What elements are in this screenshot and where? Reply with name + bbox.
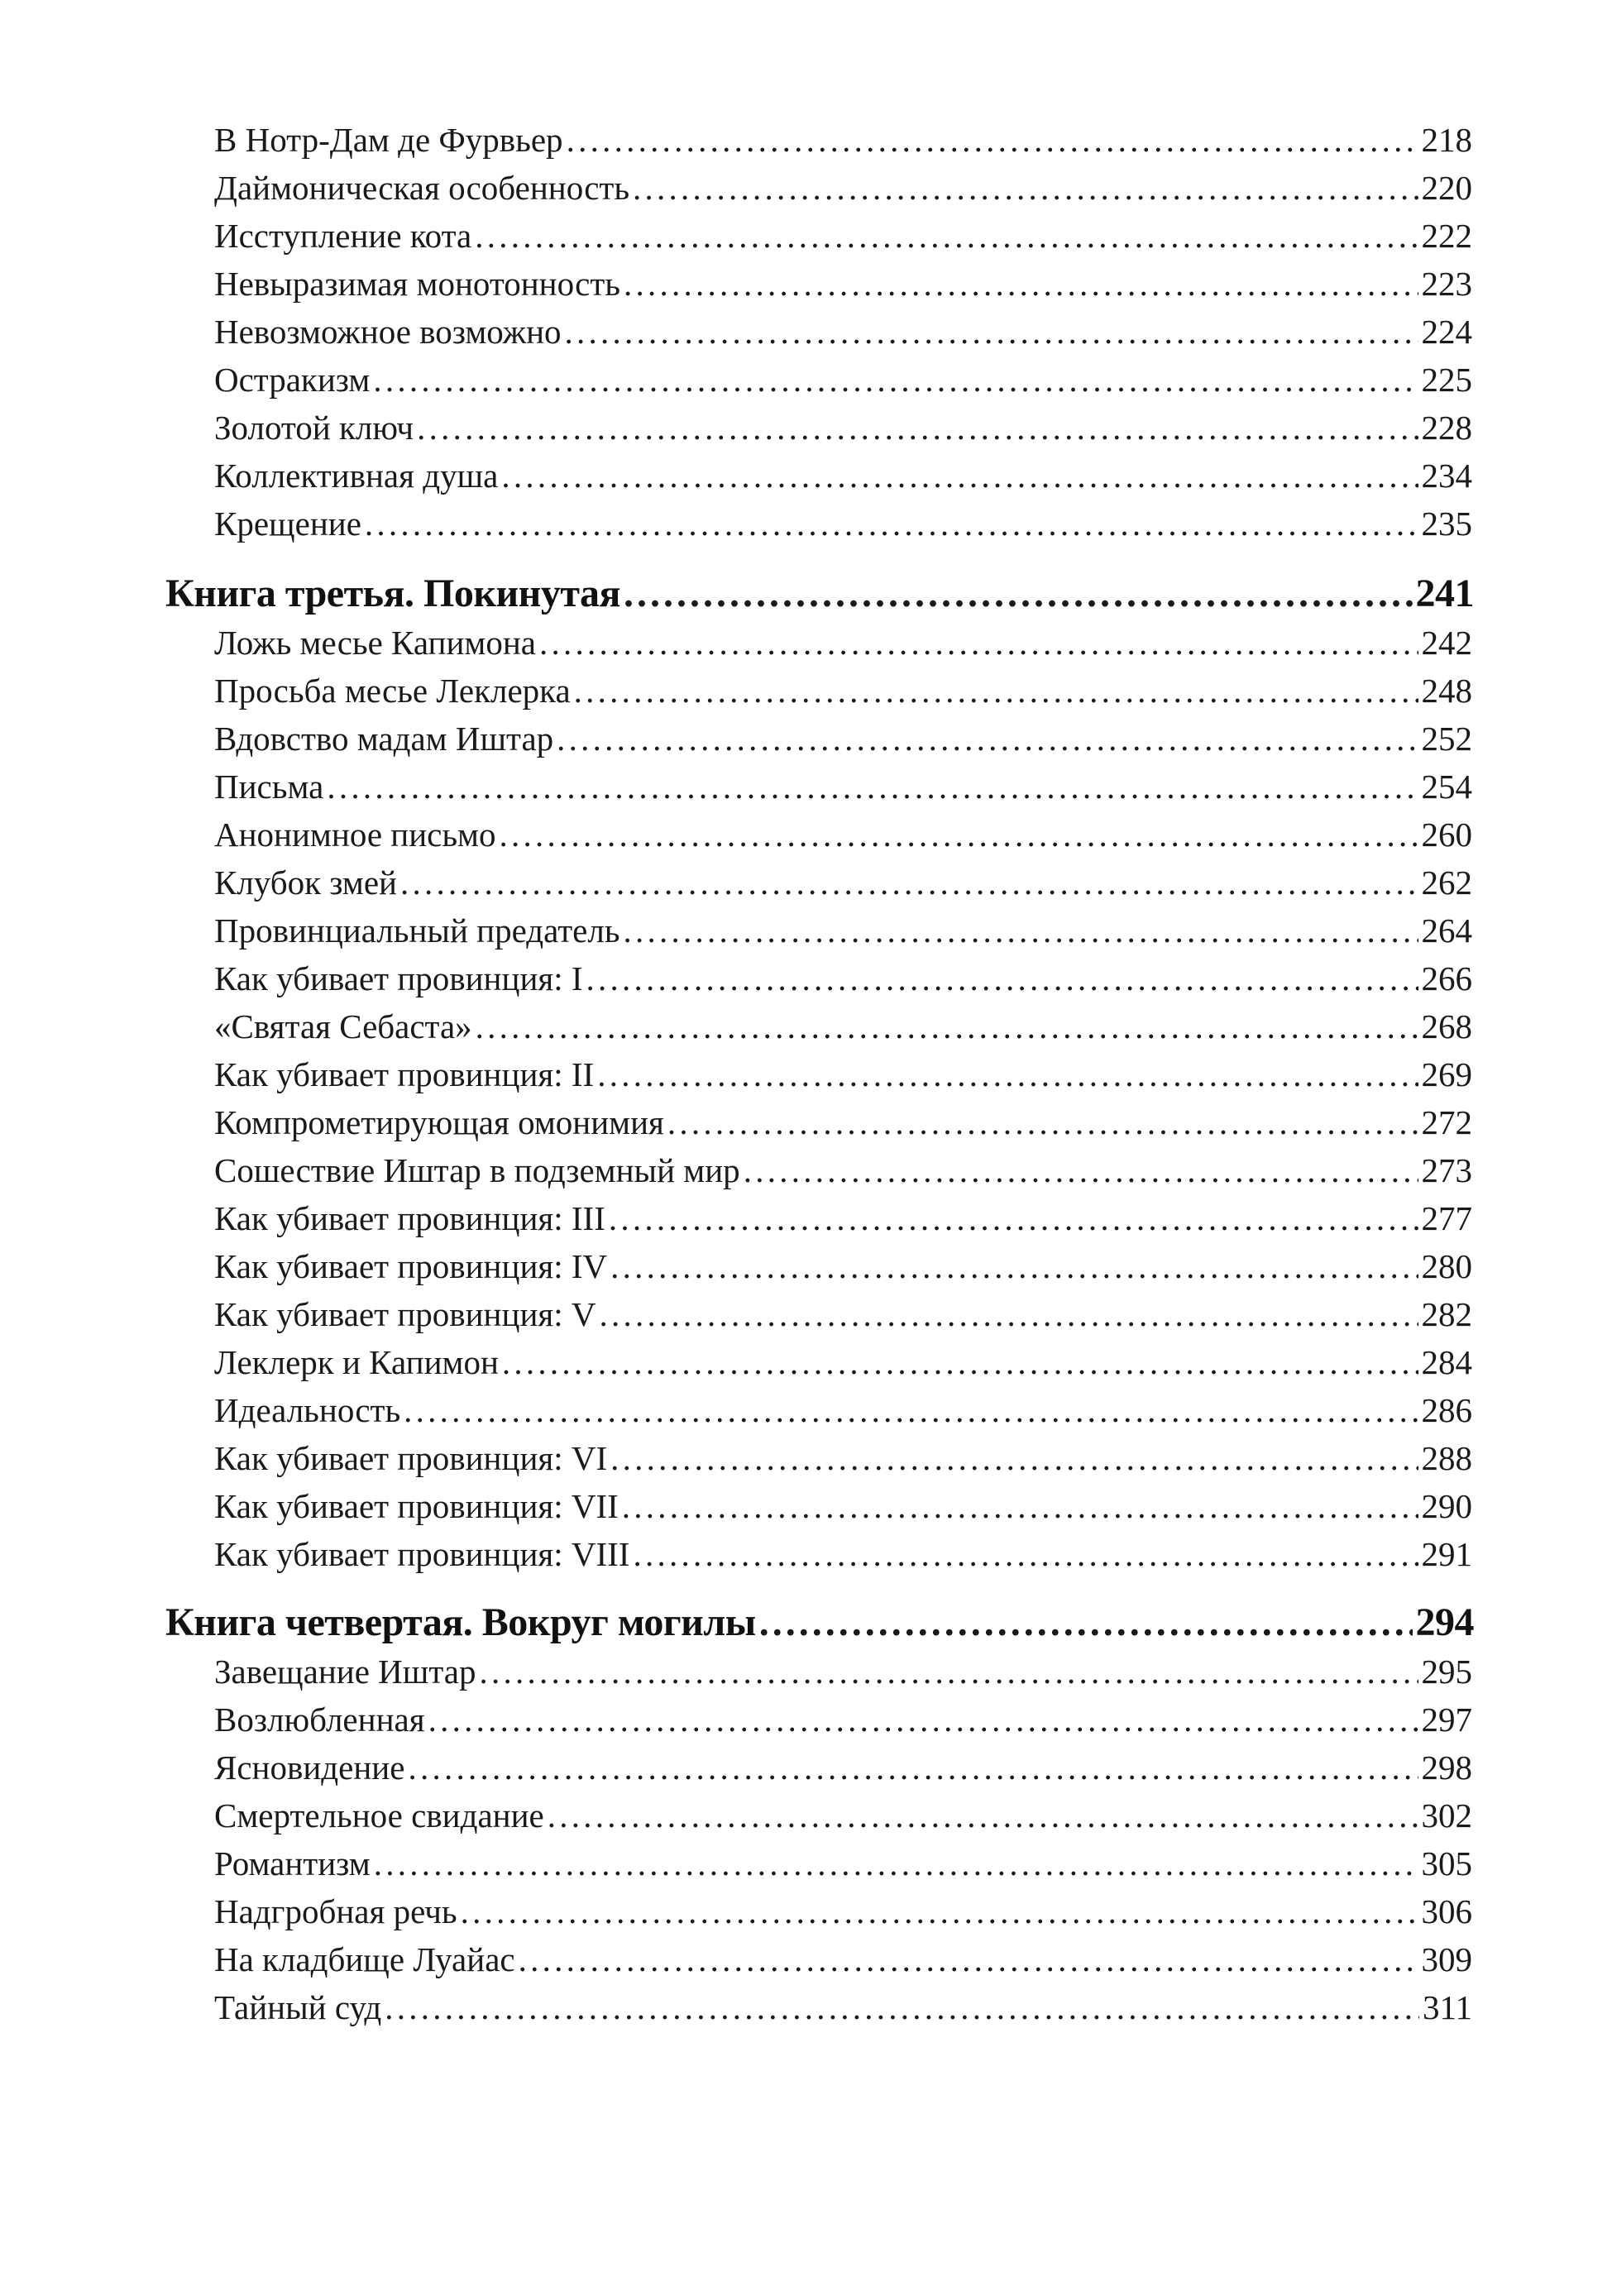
toc-entry[interactable] bbox=[214, 1146, 1472, 1196]
toc-entry[interactable] bbox=[214, 1887, 1472, 1937]
dot-leader bbox=[500, 811, 1418, 859]
toc-entry-title: Как убивает провинция: VI bbox=[214, 1439, 608, 1477]
toc-entry-page: 266 bbox=[1421, 959, 1472, 997]
toc-entry-page: 222 bbox=[1421, 217, 1472, 255]
dot-leader bbox=[461, 1887, 1418, 1935]
toc-entry[interactable] bbox=[214, 1696, 1472, 1745]
toc-entry-title: Как убивает провинция: IV bbox=[214, 1247, 608, 1285]
toc-entry-page: 225 bbox=[1421, 361, 1472, 399]
toc-entry-page: 297 bbox=[1421, 1700, 1472, 1739]
toc-entry-page: 277 bbox=[1421, 1199, 1472, 1237]
toc-entry-page: 234 bbox=[1421, 457, 1472, 495]
toc-entry-page: 295 bbox=[1421, 1653, 1472, 1691]
toc-entry[interactable] bbox=[214, 906, 1472, 956]
dot-leader bbox=[501, 452, 1418, 500]
dot-leader bbox=[417, 404, 1418, 452]
dot-leader bbox=[385, 1983, 1419, 2031]
dot-leader bbox=[633, 164, 1418, 212]
toc-entry-title: Как убивает провинция: I bbox=[214, 959, 583, 997]
toc-entry-title: Невозможное возможно bbox=[214, 313, 562, 351]
toc-entry[interactable] bbox=[214, 452, 1472, 501]
dot-leader bbox=[400, 859, 1418, 906]
dot-leader bbox=[633, 1530, 1418, 1578]
dot-leader bbox=[476, 1002, 1418, 1050]
toc-entry-title: Тайный суд bbox=[214, 1988, 382, 2026]
toc-entry[interactable] bbox=[214, 1935, 1472, 1985]
toc-entry-title: Крещение bbox=[214, 505, 361, 543]
dot-leader bbox=[365, 500, 1418, 548]
book-heading-page: 241 bbox=[1415, 572, 1474, 615]
toc-entry[interactable] bbox=[214, 1290, 1472, 1340]
toc-entry-title: Романтизм bbox=[214, 1844, 371, 1882]
dot-leader bbox=[586, 954, 1418, 1002]
toc-entry[interactable] bbox=[214, 667, 1472, 716]
book-heading-page: 294 bbox=[1415, 1600, 1474, 1644]
toc-entry-title: В Нотр-Дам де Фурвьер bbox=[214, 121, 563, 159]
toc-entry-title: Смертельное свидание bbox=[214, 1796, 544, 1834]
toc-entry-title: Исступление кота bbox=[214, 217, 472, 255]
toc-entry[interactable] bbox=[214, 1338, 1472, 1388]
toc-entry[interactable] bbox=[214, 1530, 1472, 1580]
dot-leader bbox=[597, 1050, 1418, 1098]
toc-entry-page: 228 bbox=[1421, 409, 1472, 447]
toc-entry[interactable] bbox=[214, 1386, 1472, 1436]
toc-entry-page: 273 bbox=[1421, 1151, 1472, 1189]
toc-entry-page: 254 bbox=[1421, 768, 1472, 806]
toc-entry[interactable] bbox=[214, 500, 1472, 549]
dot-leader bbox=[600, 1290, 1418, 1338]
toc-entry[interactable] bbox=[214, 404, 1472, 453]
dot-leader bbox=[479, 1648, 1418, 1696]
dot-leader bbox=[610, 1434, 1418, 1482]
toc-entry-page: 290 bbox=[1421, 1487, 1472, 1525]
toc-entry[interactable] bbox=[214, 260, 1472, 309]
toc-entry[interactable] bbox=[214, 1242, 1472, 1292]
dot-leader bbox=[539, 619, 1418, 667]
toc-entry-page: 272 bbox=[1421, 1103, 1472, 1141]
toc-entry-title: Ясновидение bbox=[214, 1748, 405, 1787]
book-heading-title: Книга третья. Покинутая bbox=[165, 572, 620, 615]
toc-entry-page: 224 bbox=[1421, 313, 1472, 351]
toc-entry-title: Анонимное письмо bbox=[214, 816, 496, 854]
dot-leader bbox=[667, 1098, 1418, 1146]
toc-entry-title: Золотой ключ bbox=[214, 409, 414, 447]
toc-entry-page: 309 bbox=[1421, 1940, 1472, 1978]
toc-entry[interactable] bbox=[214, 1648, 1472, 1697]
toc-entry-title: Как убивает провинция: VII bbox=[214, 1487, 619, 1525]
toc-entry-title: Леклерк и Капимон bbox=[214, 1343, 499, 1381]
toc-entry-page: 248 bbox=[1421, 672, 1472, 710]
toc-entry-page: 284 bbox=[1421, 1343, 1472, 1381]
toc-entry-page: 262 bbox=[1421, 863, 1472, 902]
toc-entry-title: Сошествие Иштар в подземный мир bbox=[214, 1151, 740, 1189]
toc-entry[interactable] bbox=[214, 308, 1472, 357]
toc-entry-title: Как убивает провинция: III bbox=[214, 1199, 605, 1237]
dot-leader bbox=[610, 1242, 1418, 1290]
dot-leader bbox=[519, 1935, 1418, 1983]
book-heading-3[interactable] bbox=[165, 569, 1474, 619]
dot-leader bbox=[759, 1598, 1413, 1648]
toc-entry-page: 242 bbox=[1421, 624, 1472, 662]
toc-entry-title: Надгробная речь bbox=[214, 1892, 457, 1930]
toc-entry-page: 306 bbox=[1421, 1892, 1472, 1930]
dot-leader bbox=[744, 1146, 1418, 1194]
toc-entry-title: Завещание Иштар bbox=[214, 1653, 476, 1691]
book-heading-title: Книга четвертая. Вокруг могилы bbox=[165, 1600, 756, 1644]
toc-entry-page: 268 bbox=[1421, 1007, 1472, 1045]
toc-entry[interactable] bbox=[214, 811, 1472, 860]
toc-entry[interactable] bbox=[214, 1194, 1472, 1244]
toc-entry-title: Провинциальный предатель bbox=[214, 911, 620, 949]
toc-entry[interactable] bbox=[214, 1983, 1472, 2033]
toc-entry-title: Письма bbox=[214, 768, 324, 806]
dot-leader bbox=[475, 212, 1418, 260]
dot-leader bbox=[428, 1696, 1418, 1744]
dot-leader bbox=[327, 763, 1418, 811]
toc-entry-page: 302 bbox=[1421, 1796, 1472, 1834]
toc-entry-title: Идеальность bbox=[214, 1391, 401, 1429]
toc-entry-page: 282 bbox=[1421, 1295, 1472, 1333]
toc-entry[interactable] bbox=[214, 1050, 1472, 1100]
toc-entry-title: Просьба месье Леклерка bbox=[214, 672, 571, 710]
toc-entry[interactable] bbox=[214, 1002, 1472, 1052]
dot-leader bbox=[548, 1791, 1418, 1839]
dot-leader bbox=[624, 906, 1418, 954]
toc-entry-title: Остракизм bbox=[214, 361, 371, 399]
toc-entry-title: Даймоническая особенность bbox=[214, 169, 630, 207]
toc-entry[interactable] bbox=[214, 1098, 1472, 1148]
toc-entry-title: Вдовство мадам Иштар bbox=[214, 720, 554, 758]
toc-entry-title: Как убивает провинция: V bbox=[214, 1295, 596, 1333]
toc-entry-title: Как убивает провинция: II bbox=[214, 1055, 595, 1093]
toc-entry-title: Клубок змей bbox=[214, 863, 397, 902]
toc-entry[interactable] bbox=[214, 164, 1472, 213]
toc-entry-title: Возлюбленная bbox=[214, 1700, 425, 1739]
toc-entry-title: Невыразимая монотонность bbox=[214, 265, 620, 303]
toc-entry-page: 286 bbox=[1421, 1391, 1472, 1429]
dot-leader bbox=[624, 260, 1418, 308]
toc-entry[interactable] bbox=[214, 954, 1472, 1004]
toc-entry-page: 218 bbox=[1421, 121, 1472, 159]
toc-entry-page: 269 bbox=[1421, 1055, 1472, 1093]
toc-entry[interactable] bbox=[214, 763, 1472, 812]
toc-entry[interactable] bbox=[214, 116, 1472, 165]
dot-leader bbox=[567, 116, 1418, 164]
toc-entry[interactable] bbox=[214, 715, 1472, 764]
toc-entry-page: 264 bbox=[1421, 911, 1472, 949]
toc-entry-title: Как убивает провинция: VIII bbox=[214, 1535, 630, 1573]
toc-entry-page: 220 bbox=[1421, 169, 1472, 207]
toc-entry-page: 252 bbox=[1421, 720, 1472, 758]
toc-entry-page: 298 bbox=[1421, 1748, 1472, 1787]
dot-leader bbox=[404, 1386, 1418, 1434]
toc-entry-page: 311 bbox=[1423, 1988, 1472, 2026]
book-heading-4[interactable] bbox=[165, 1598, 1474, 1648]
dot-leader bbox=[622, 1482, 1418, 1530]
dot-leader bbox=[502, 1338, 1418, 1386]
toc-entry[interactable] bbox=[214, 356, 1472, 405]
toc-entry[interactable] bbox=[214, 619, 1472, 668]
toc-entry-page: 235 bbox=[1421, 505, 1472, 543]
toc-entry[interactable] bbox=[214, 212, 1472, 261]
dot-leader bbox=[609, 1194, 1418, 1242]
toc-entry[interactable] bbox=[214, 1791, 1472, 1841]
toc-entry-page: 288 bbox=[1421, 1439, 1472, 1477]
toc-entry-page: 223 bbox=[1421, 265, 1472, 303]
dot-leader bbox=[574, 667, 1418, 715]
toc-entry[interactable] bbox=[214, 1839, 1472, 1889]
dot-leader bbox=[557, 715, 1418, 763]
dot-leader bbox=[408, 1744, 1418, 1791]
toc-entry-title: Коллективная душа bbox=[214, 457, 499, 495]
dot-leader bbox=[624, 569, 1413, 619]
toc-entry-page: 291 bbox=[1421, 1535, 1472, 1573]
toc-entry[interactable] bbox=[214, 1744, 1472, 1793]
toc-entry-page: 260 bbox=[1421, 816, 1472, 854]
dot-leader bbox=[374, 1839, 1418, 1887]
toc-entry-page: 305 bbox=[1421, 1844, 1472, 1882]
toc-entry-title: Ложь месье Капимона bbox=[214, 624, 536, 662]
toc-entry-title: «Святая Себаста» bbox=[214, 1007, 472, 1045]
toc-entry[interactable] bbox=[214, 1482, 1472, 1532]
dot-leader bbox=[373, 356, 1418, 404]
toc-entry-title: Компрометирующая омонимия bbox=[214, 1103, 664, 1141]
toc-entry-title: На кладбище Луайас bbox=[214, 1940, 515, 1978]
dot-leader bbox=[565, 308, 1418, 356]
toc-entry[interactable] bbox=[214, 1434, 1472, 1484]
toc-entry[interactable] bbox=[214, 859, 1472, 908]
toc-entry-page: 280 bbox=[1421, 1247, 1472, 1285]
